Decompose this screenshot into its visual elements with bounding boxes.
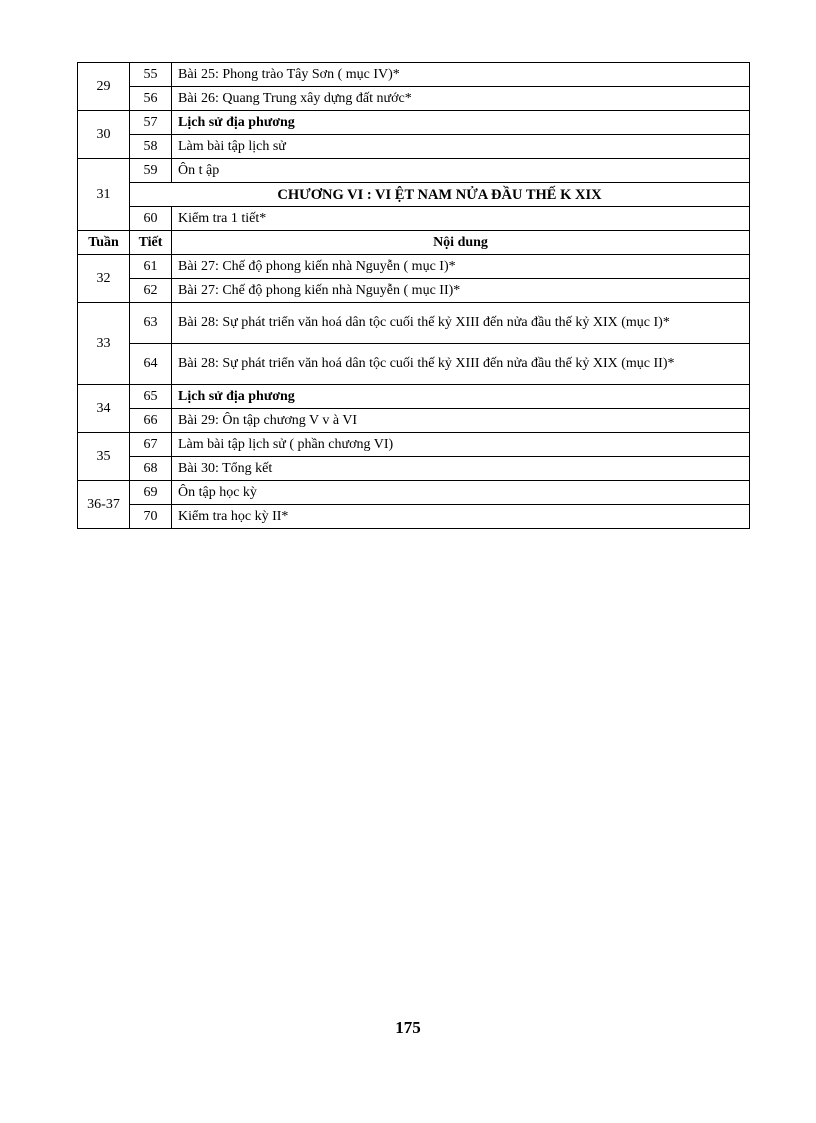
content-cell: Bài 25: Phong trào Tây Sơn ( mục IV)*: [172, 63, 750, 87]
table-row: [78, 87, 750, 111]
header-row: [78, 231, 750, 255]
table-row: [78, 207, 750, 231]
week-cell: 36-37: [78, 481, 130, 529]
period-cell: 64: [130, 344, 172, 385]
week-cell: 29: [78, 63, 130, 111]
table-row: [78, 111, 750, 135]
page-number: 175: [395, 1018, 421, 1037]
week-cell: 34: [78, 385, 130, 433]
content-cell: Ôn tập học kỳ: [172, 481, 750, 505]
content-cell: Bài 29: Ôn tập chương V v à VI: [172, 409, 750, 433]
header-period: Tiết: [130, 231, 172, 255]
period-cell: 60: [130, 207, 172, 231]
period-cell: 62: [130, 279, 172, 303]
table-row: [78, 159, 750, 183]
curriculum-table: [77, 62, 750, 529]
period-cell: 70: [130, 505, 172, 529]
period-cell: 61: [130, 255, 172, 279]
period-cell: 65: [130, 385, 172, 409]
content-cell: Bài 28: Sự phát triển văn hoá dân tộc cuối thế kỷ XIII đến nửa đầu thế kỷ XIX (mục I)*: [172, 303, 750, 344]
header-content: Nội dung: [172, 231, 750, 255]
period-cell: 67: [130, 433, 172, 457]
week-cell: 33: [78, 303, 130, 385]
table-row: [78, 505, 750, 529]
content-cell: Ôn t ập: [172, 159, 750, 183]
table-row: [78, 344, 750, 385]
period-cell: 66: [130, 409, 172, 433]
table-row: [78, 385, 750, 409]
content-cell: Lịch sử địa phương: [172, 111, 750, 135]
content-cell: Bài 27: Chế độ phong kiến nhà Nguyễn ( mục II)*: [172, 279, 750, 303]
week-cell: 31: [78, 159, 130, 231]
content-cell: Bài 27: Chế độ phong kiến nhà Nguyễn ( mục I)*: [172, 255, 750, 279]
period-cell: 58: [130, 135, 172, 159]
content-cell: Làm bài tập lịch sử ( phần chương VI): [172, 433, 750, 457]
week-cell: 30: [78, 111, 130, 159]
table-row: [78, 481, 750, 505]
period-cell: 59: [130, 159, 172, 183]
table-row: [78, 135, 750, 159]
period-cell: 69: [130, 481, 172, 505]
table-row: [78, 433, 750, 457]
content-cell: Làm bài tập lịch sử: [172, 135, 750, 159]
period-cell: 56: [130, 87, 172, 111]
content-cell: Lịch sử địa phương: [172, 385, 750, 409]
content-cell: Kiểm tra học kỳ II*: [172, 505, 750, 529]
table-row: [78, 279, 750, 303]
content-cell: Bài 30: Tổng kết: [172, 457, 750, 481]
content-cell: Bài 28: Sự phát triển văn hoá dân tộc cuối thế kỷ XIII đến nửa đầu thế kỷ XIX (mục II)*: [172, 344, 750, 385]
table-row: [78, 457, 750, 481]
period-cell: 68: [130, 457, 172, 481]
table-row: [78, 63, 750, 87]
header-week: Tuần: [78, 231, 130, 255]
period-cell: 57: [130, 111, 172, 135]
week-cell: 32: [78, 255, 130, 303]
table-row: [78, 303, 750, 344]
chapter-row: [78, 183, 750, 207]
chapter-heading: CHƯƠNG VI : VI ỆT NAM NỬA ĐẦU THẾ K XIX: [130, 183, 750, 207]
period-cell: 63: [130, 303, 172, 344]
table-row: [78, 409, 750, 433]
content-cell: Kiểm tra 1 tiết*: [172, 207, 750, 231]
table-row: [78, 255, 750, 279]
content-cell: Bài 26: Quang Trung xây dựng đất nước*: [172, 87, 750, 111]
week-cell: 35: [78, 433, 130, 481]
period-cell: 55: [130, 63, 172, 87]
